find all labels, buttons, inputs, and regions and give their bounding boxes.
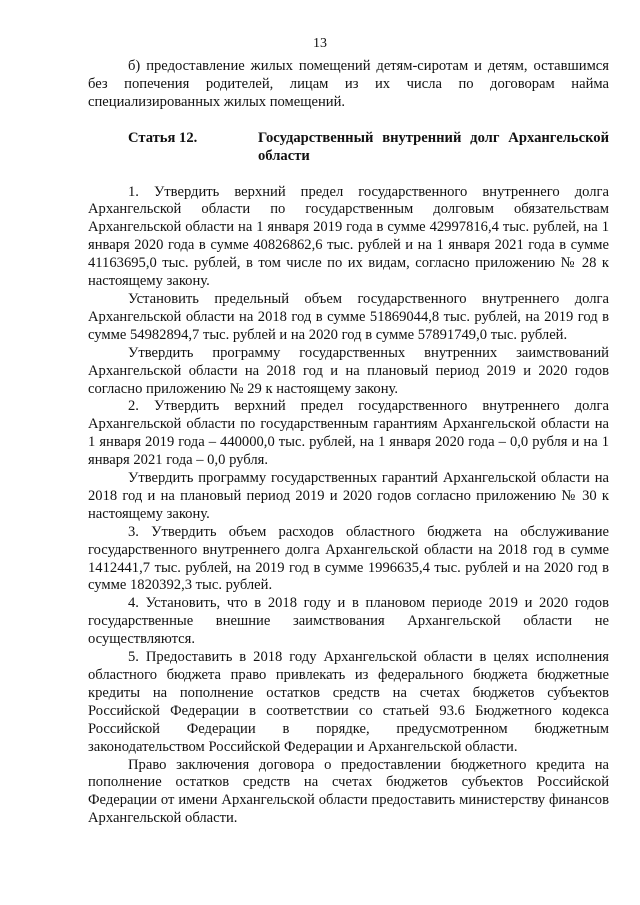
paragraph-6: 3. Утвердить объем расходов областного бюджета на обслуживание государственного внутреннего долга Архангельской области на 2018 год в сумме 1412441,7 тыс. рублей, на 2019 год в сумме 1996635,4 тыс. рублей и на 2020 год в сумме 1820392,3 тыс. рублей.: [88, 523, 609, 594]
article-title: Государственный внутренний долг Архангельской области: [258, 129, 609, 164]
paragraph-5: Утвердить программу государственных гарантий Архангельской области на 2018 год и на плановый период 2019 и 2020 годов согласно приложению № 30 к настоящему закону.: [88, 470, 609, 522]
paragraph-4: 2. Утвердить верхний предел государственного внутреннего долга Архангельской области по государственным гарантиям Архангельской области на 1 января 2019 года – 440000,0 тыс. рублей, на 1 января 2020 года – 0,0 рубля и на 1 января 2021 года – 0,0 рубля.: [88, 398, 609, 469]
paragraph-3: Утвердить программу государственных внутренних заимствований Архангельской области на 2018 год и на плановый период 2019 и 2020 годов согласно приложению № 29 к настоящему закону.: [88, 344, 609, 397]
paragraph-9: Право заключения договора о предоставлении бюджетного кредита на пополнение остатков средств на счетах бюджетов субъектов Российской Федерации от имени Архангельской области предоставить министерству финансов Архангельской области.: [88, 756, 609, 827]
paragraph-7: 4. Установить, что в 2018 году и в плановом периоде 2019 и 2020 годов государственные внешние заимствования Архангельской области не осуществляются.: [88, 595, 609, 648]
paragraph-1: 1. Утвердить верхний предел государственного внутреннего долга Архангельской области по государственным долговым обязательствам Архангельской области на 1 января 2019 года в сумме 42997816,4 тыс. рублей, на 1 января 2020 года в сумме 40826862,6 тыс. рублей и на 1 января 2021 года в сумме 41163695,0 тыс. рублей, в том числе по их видам, согласно приложению № 28 к настоящему закону.: [88, 183, 609, 290]
page-number: 13: [313, 36, 327, 51]
article-label: Статья 12.: [128, 129, 198, 146]
article-heading: [88, 130, 609, 166]
paragraph-2: Установить предельный объем государственного внутреннего долга Архангельской области на 2018 год в сумме 51869044,8 тыс. рублей, на 2019 год в сумме 54982894,7 тыс. рублей и на 2020 год в сумме 57891749,0 тыс. рублей.: [88, 290, 609, 343]
document-body: [88, 58, 609, 828]
paragraph-8: 5. Предоставить в 2018 году Архангельской области в целях исполнения областного бюджета право привлекать из федерального бюджета бюджетные кредиты на пополнение остатков средств на счетах бюджетов субъектов Российской Федерации в соответствии со статьей 93.6 Бюджетного кодекса Российской Федерации в порядке, предусмотренном бюджетным законодательством Российской Федерации и Архангельской области.: [88, 649, 609, 755]
intro-paragraph: б) предоставление жилых помещений детям-сиротам и детям, оставшимся без попечения родителей, лицам из их числа по договорам найма специализированных жилых помещений.: [88, 58, 609, 110]
